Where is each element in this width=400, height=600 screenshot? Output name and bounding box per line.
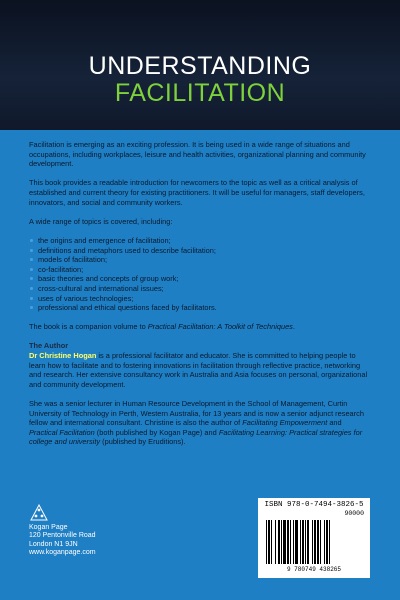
author-name: Dr Christine Hogan (29, 351, 97, 361)
blurb-paragraph-1: Facilitation is emerging as an exciting profession. It is being used in a wide range of situations and occupations, including workplaces, leisure and health activities, organizational planning and community development. (29, 140, 366, 169)
list-item: basic theories and concepts of group work; (29, 274, 369, 284)
author-paragraph (29, 341, 369, 389)
barcode-icon (264, 520, 364, 566)
barcode-bar (302, 520, 304, 564)
companion-suffix: . (292, 322, 295, 332)
barcode-bar (305, 520, 306, 564)
publisher-name: Kogan Page (29, 524, 68, 531)
barcode-bar (295, 520, 298, 564)
book-title-2: Practical Facilitation (29, 427, 95, 437)
barcode-bar (290, 520, 291, 564)
companion-prefix: The book is a companion volume to (29, 322, 148, 332)
barcode-bar (326, 520, 328, 564)
barcode-bar (287, 520, 289, 564)
barcode-bar (293, 520, 294, 564)
list-item: cross-cultural and international issues; (29, 284, 369, 294)
title-line-2: FACILITATION (114, 79, 286, 107)
barcode-bar (281, 520, 282, 564)
barcode-bar (329, 520, 330, 564)
author-heading: The Author (29, 341, 69, 351)
barcode-bar (312, 520, 313, 564)
list-item: co-facilitation; (29, 265, 369, 275)
barcode-bar (300, 520, 301, 564)
barcode-panel (258, 498, 370, 578)
barcode-bar (314, 520, 316, 564)
barcode-bar (283, 520, 286, 564)
blurb-paragraph-2: This book provides a readable introduction for newcomers to the topic as well as a critical analysis of established and current theory for existing practitioners. It will be useful for managers, staff developers, innovators, and social and community workers. (29, 178, 365, 207)
companion-title: Practical Facilitation: A Toolkit of Techniques (147, 322, 293, 332)
author-bio-1: is a professional facilitator and educator. She is committed to helping people to learn how to facilitate and to fostering innovations in facilitation through reflective practice, networking and research. Her extensive consultancy work in Australia and Asia focuses on personal, organizational and community development. (29, 351, 368, 389)
author-bio-paragraph-2 (29, 399, 369, 447)
back-cover-text (29, 140, 369, 457)
isbn-label: ISBN 978-0-7494-3826-5 (264, 501, 364, 509)
companion-paragraph (29, 322, 369, 332)
list-item: models of facilitation; (29, 255, 369, 265)
barcode-bar (320, 520, 321, 564)
barcode-bar (271, 520, 272, 564)
list-item: definitions and metaphors used to describe facilitation; (29, 246, 369, 256)
barcode-bar (266, 520, 267, 564)
barcode-bar (307, 520, 309, 564)
publisher-address (29, 524, 189, 558)
title-line-1: UNDERSTANDING (88, 52, 312, 80)
ean-digits: 9 780749 438265 (286, 566, 341, 573)
book-title-3: Facilitating Learning: Practical strategies for college and university (29, 427, 363, 447)
barcode-bar (275, 520, 276, 564)
publisher-address-line-2: London N1 9JN (29, 540, 78, 548)
barcode-bar (278, 520, 280, 564)
bio-text: (published by Eruditions). (100, 437, 186, 447)
publisher-address-line-1: 120 Pentonville Road (29, 532, 96, 540)
bio-text: and (327, 418, 342, 428)
barcode-bar (268, 520, 270, 564)
publisher-website: www.koganpage.com (29, 549, 96, 557)
bio-text: She was a senior lecturer in Human Resource Development in the School of Management, Curtin University of Technology in Perth, Western Australia, for 13 years and is now a senior adjunct research fellow and international consultant. Christine is also the author of (29, 399, 364, 428)
barcode-bar (317, 520, 319, 564)
price-code: 90000 (344, 510, 364, 517)
publisher-logo-icon (30, 504, 48, 522)
list-item: professional and ethical questions faced by facilitators. (29, 303, 369, 313)
topic-list (29, 236, 369, 313)
book-title-1: Facilitating Empowerment (242, 418, 328, 428)
blurb-paragraph-3: A wide range of topics is covered, including: (29, 216, 173, 226)
barcode-bar (324, 520, 325, 564)
bio-text: (both published by Kogan Page) and (94, 427, 219, 437)
list-item: uses of various technologies; (29, 294, 369, 304)
list-item: the origins and emergence of facilitation; (29, 236, 369, 246)
